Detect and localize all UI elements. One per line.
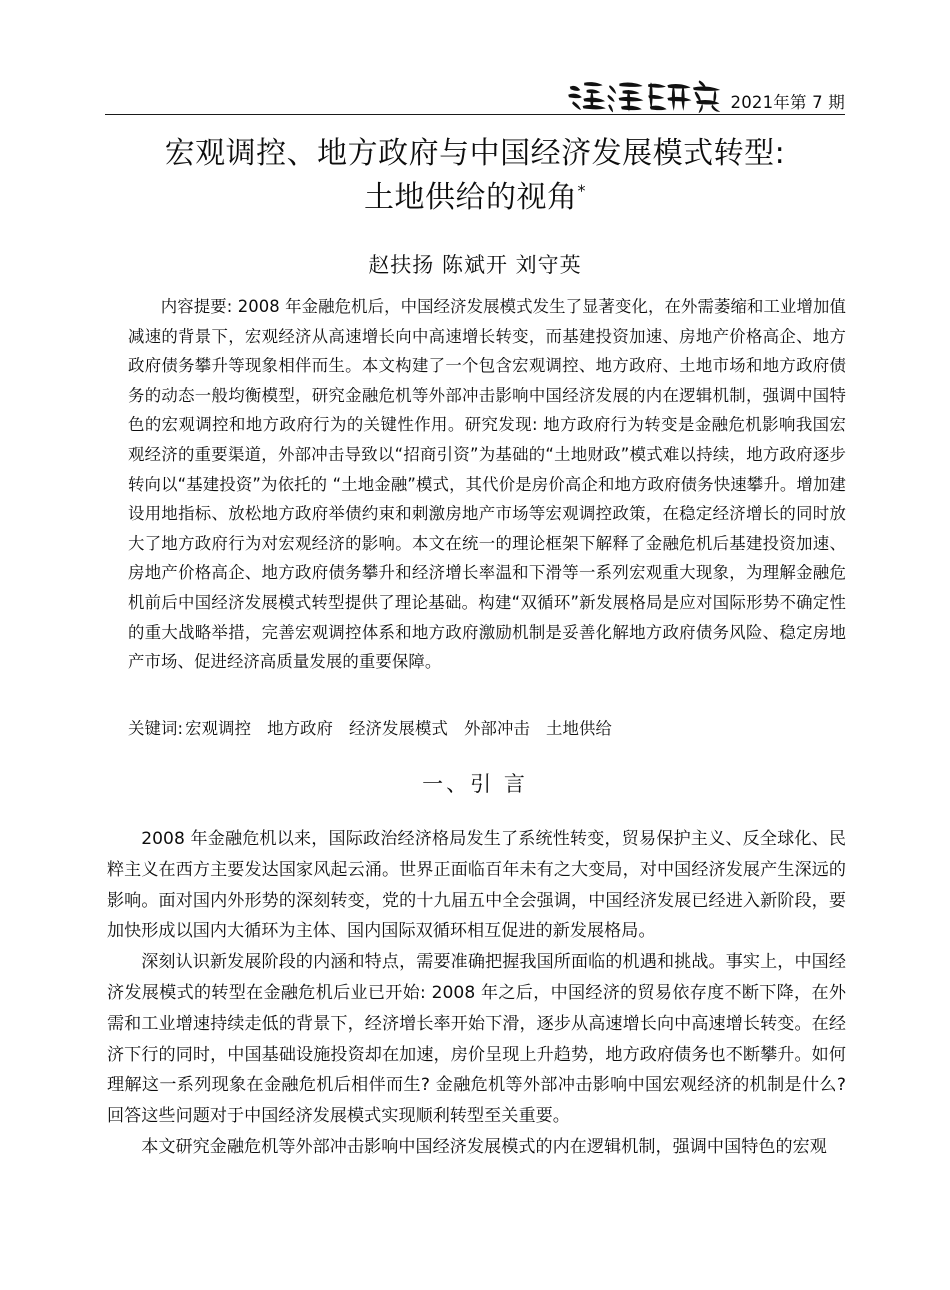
masthead-divider — [105, 114, 845, 115]
abstract-text: 2008 年金融危机后，中国经济发展模式发生了显著变化，在外需萎缩和工业增加值减速的背景下，宏观经济从高速增长向中高速增长转变，而基建投资加速、房地产价格高企、地方政府债务攀升等现象相伴而生。本文构建了一个包含宏观调控、地方政府、土地市场和地方政府债务的动态一般均衡模型，研究金融危机等外部冲击影响中国经济发展的内在逻辑机制，强调中国特色的宏观调控和地方政府行为的关键性作用。研究发现: 地方政府行为转变是金融危机影响我国宏观经济的重要渠道，外部冲击导致以“招商引资”为基础的“土地财政”模式难以持续，地方政府逐步转向以“基建投资”为依托的 “土地金融”模式，其代价是房价高企和地方政府债务快速攀升。增加建设用地指标、放松地方政府举债约束和刺激房地产市场等宏观调控政策，在稳定经济增长的同时放大了地方政府行为对宏观经济的影响。本文在统一的理论框架下解释了金融危机后基建投资加速、房地产价格高企、地方政府债务攀升和经济增长率温和下滑等一系列宏观重大现象，为理解金融危机前后中国经济发展模式转型提供了理论基础。构建“双循环”新发展格局是应对国际形势不确定性的重大战略举措，完善宏观调控体系和地方政府激励机制是妥善化解地方政府债务风险、稳定房地产市场、促进经济高质量发展的重要保障。 — [128, 297, 846, 672]
keyword-item-5: 土地供给 — [545, 719, 612, 738]
abstract-block — [128, 292, 846, 677]
journal-logo-calligraphy — [565, 74, 725, 114]
author-list: 赵扶扬 陈斌开 刘守英 — [368, 253, 582, 277]
body-content — [107, 824, 846, 1163]
article-title-line-2-text: 土地供给的视角 — [364, 180, 578, 215]
journal-masthead — [105, 66, 845, 114]
issue-label: 2021年第 7 期 — [730, 92, 845, 112]
article-title-line-2 — [75, 176, 875, 220]
body-paragraph: 深刻认识新发展阶段的内涵和特点，需要准确把握我国所面临的机遇和挑战。事实上，中国经济发展模式的转型在金融危机后业已开始: 2008 年之后，中国经济的贸易依存度不断下降，在外需和工业增速持续走低的背景下，经济增长率开始下滑，逐步从高速增长向中高速增长转变。在经济下行的同时，中国基础设施投资却在加速，房价呈现上升趋势，地方政府债务也不断攀升。如何理解这一系列现象在金融危机后相伴而生? 金融危机等外部冲击影响中国宏观经济的机制是什么? 回答这些问题对于中国经济发展模式实现顺利转型至关重要。 — [107, 952, 846, 1127]
article-title-line-1: 宏观调控、地方政府与中国经济发展模式转型: — [164, 136, 786, 171]
keyword-item-1: 宏观调控 — [185, 719, 252, 738]
keywords-label: 关键词: — [128, 719, 184, 738]
body-paragraph: 本文研究金融危机等外部冲击影响中国经济发展模式的内在逻辑机制，强调中国特色的宏观 — [141, 1136, 827, 1157]
article-title — [75, 132, 875, 220]
keyword-item-4: 外部冲击 — [464, 719, 530, 738]
keywords-block — [128, 714, 846, 744]
section-heading-introduction: 一、引 言 — [422, 772, 528, 796]
abstract-label: 内容提要: — [160, 297, 233, 316]
keyword-item-2: 地方政府 — [267, 719, 334, 738]
keyword-item-3: 经济发展模式 — [349, 719, 448, 738]
body-paragraph: 2008 年金融危机以来，国际政治经济格局发生了系统性转变，贸易保护主义、反全球化、民粹主义在西方主要发达国家风起云涌。世界正面临百年未有之大变局，对中国经济发展产生深远的影响。面对国内外形势的深刻转变，党的十九届五中全会强调，中国经济发展已经进入新阶段，要加快形成以国内大循环为主体、国内国际双循环相互促进的新发展格局。 — [107, 829, 846, 942]
title-footnote-marker: * — [577, 181, 586, 200]
